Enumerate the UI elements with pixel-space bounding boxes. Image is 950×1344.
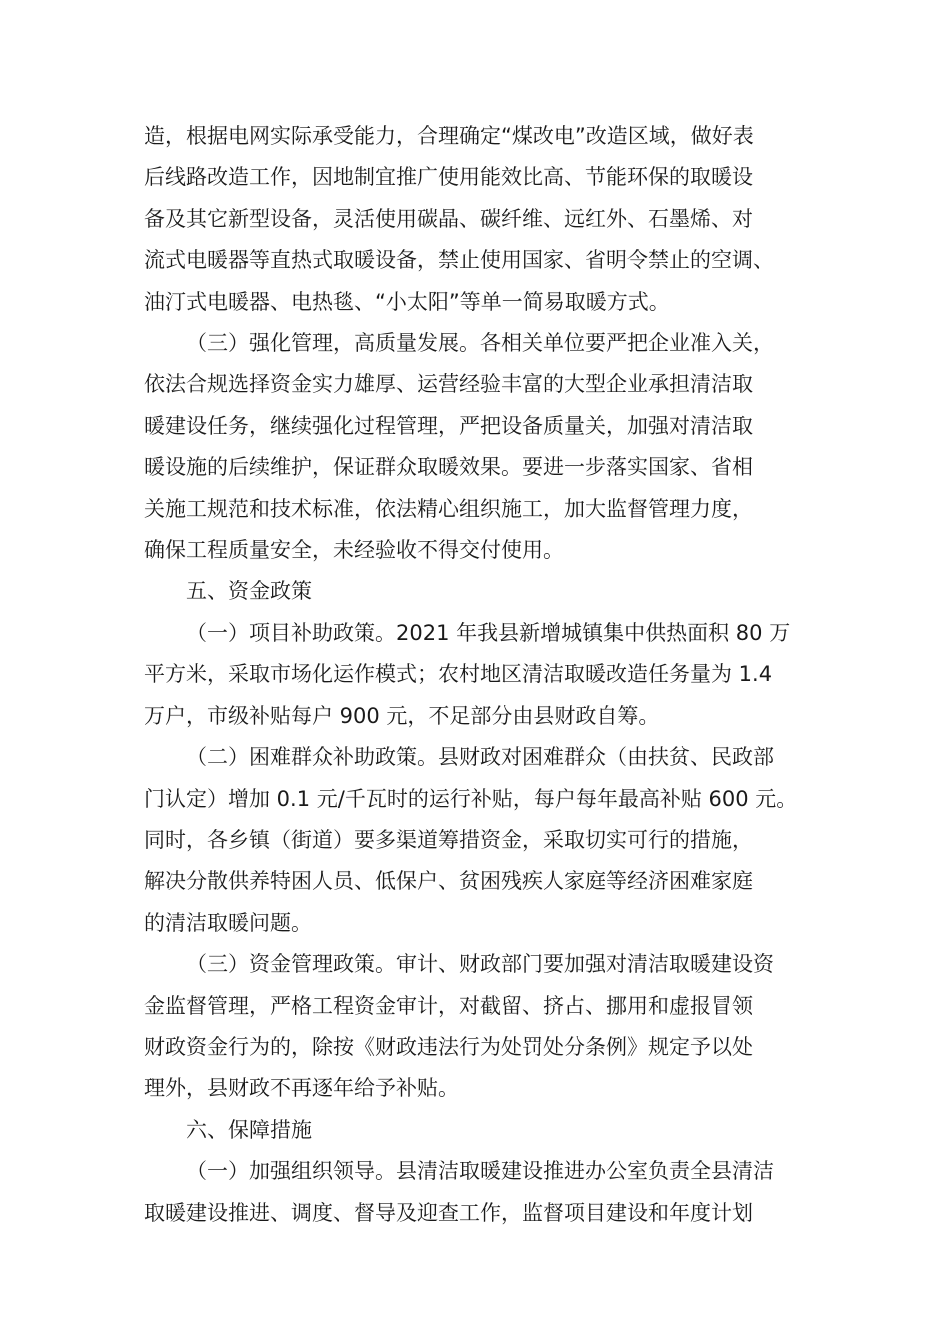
text-line: 财政资金行为的，除按《财政违法行为处罚处分条例》规定予以处 <box>144 1034 753 1059</box>
text-line: 理外，县财政不再逐年给予补贴。 <box>144 1076 459 1101</box>
text-line: 后线路改造工作，因地制宜推广使用能效比高、节能环保的取暖设 <box>144 165 753 190</box>
text-line: 流式电暖器等直热式取暖设备，禁止使用国家、省明令禁止的空调、 <box>144 248 774 273</box>
paragraph-strengthen-management <box>144 323 818 571</box>
section-heading: 六、保障措施 <box>186 1117 312 1142</box>
text-line: （三）资金管理政策。审计、财政部门要加强对清洁取暖建设资 <box>186 952 774 977</box>
text-line: 依法合规选择资金实力雄厚、运营经验丰富的大型企业承担清洁取 <box>144 372 753 397</box>
text-line: （三）强化管理，高质量发展。各相关单位要严把企业准入关， <box>186 331 774 356</box>
section-heading: 五、资金政策 <box>186 579 312 604</box>
text-line: 确保工程质量安全，未经验收不得交付使用。 <box>144 538 564 563</box>
paragraph-hardship-subsidy <box>144 737 818 944</box>
text-line: （二）困难群众补助政策。县财政对困难群众（由扶贫、民政部 <box>186 745 774 770</box>
text-line: 暖建设任务，继续强化过程管理，严把设备质量关，加强对清洁取 <box>144 413 753 438</box>
paragraph-organization-leadership <box>144 1151 818 1234</box>
paragraph-project-subsidy <box>144 613 818 737</box>
text-line: 油汀式电暖器、电热毯、“小太阳”等单一简易取暖方式。 <box>144 289 670 314</box>
document-body <box>144 116 818 1234</box>
text-line: 备及其它新型设备，灵活使用碳晶、碳纤维、远红外、石墨烯、对 <box>144 206 753 231</box>
text-line: 万户，市级补贴每户 900 元，不足部分由县财政自筹。 <box>144 703 660 728</box>
section-heading-funding-policy <box>144 571 818 612</box>
section-heading-safeguards <box>144 1110 818 1151</box>
paragraph-continuation <box>144 116 818 323</box>
text-line: 造，根据电网实际承受能力，合理确定“煤改电”改造区域，做好表 <box>144 124 754 148</box>
text-line: 平方米，采取市场化运作模式；农村地区清洁取暖改造任务量为 1.4 <box>144 662 773 687</box>
text-line: 暖设施的后续维护，保证群众取暖效果。要进一步落实国家、省相 <box>144 455 753 480</box>
text-line: 解决分散供养特困人员、低保户、贫困残疾人家庭等经济困难家庭 <box>144 869 753 894</box>
text-line: 金监督管理，严格工程资金审计，对截留、挤占、挪用和虚报冒领 <box>144 993 753 1018</box>
text-line: 取暖建设推进、调度、督导及迎查工作，监督项目建设和年度计划 <box>144 1200 753 1225</box>
text-line: （一）加强组织领导。县清洁取暖建设推进办公室负责全县清洁 <box>186 1159 774 1184</box>
text-line: 的清洁取暖问题。 <box>144 910 312 935</box>
paragraph-fund-management <box>144 944 818 1110</box>
text-line: 门认定）增加 0.1 元/千瓦时的运行补贴，每户每年最高补贴 600 元。 <box>144 786 798 811</box>
text-line: 同时，各乡镇（街道）要多渠道筹措资金，采取切实可行的措施， <box>144 827 753 852</box>
text-line: 关施工规范和技术标准，依法精心组织施工，加大监督管理力度， <box>144 496 753 521</box>
text-line: （一）项目补助政策。2021 年我县新增城镇集中供热面积 80 万 <box>186 620 791 645</box>
